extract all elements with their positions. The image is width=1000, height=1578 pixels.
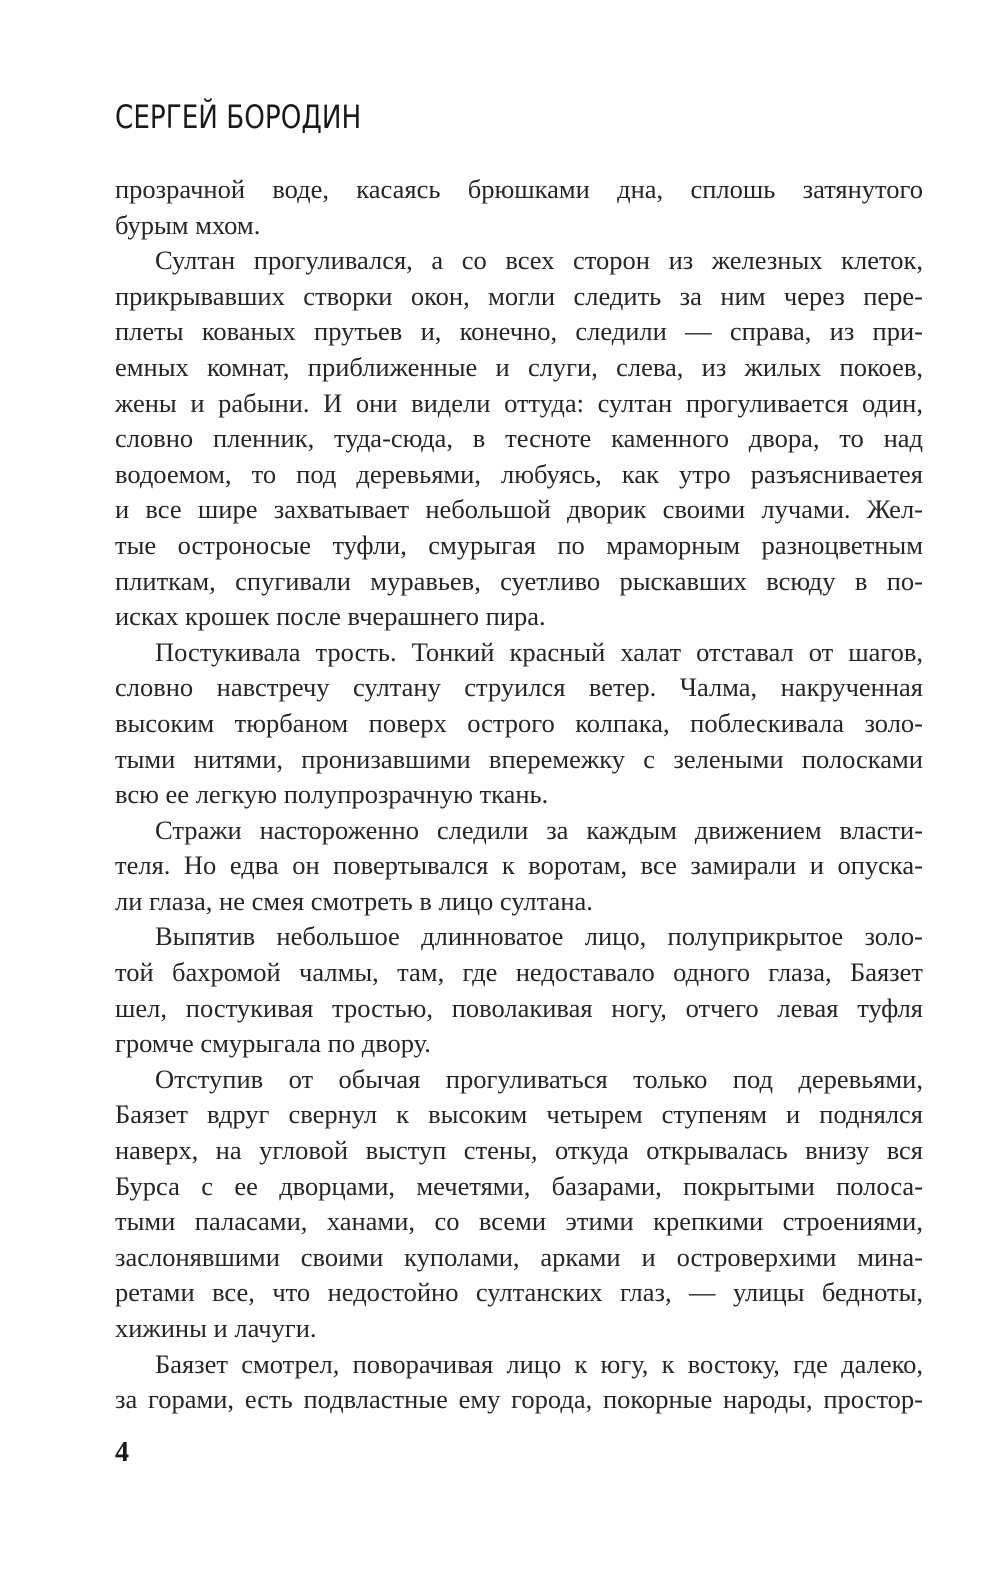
text-line: теля. Но едва он повертывался к воротам, все замирали и опуска- (115, 850, 923, 881)
text-line: Отступив от обычая прогуливаться только под деревьями, (155, 1063, 923, 1094)
text-line: всю ее легкую полупрозрачную ткань. (115, 779, 549, 810)
text-line: Султан прогуливался, а со всех сторон из железных клеток, (155, 245, 923, 276)
text-line: тыми нитями, пронизавшими вперемежку с зелеными полосками (115, 743, 923, 774)
text-line: исках крошек после вчерашнего пира. (115, 601, 546, 632)
text-line: Баязет вдруг свернул к высоким четырем ступеням и поднялся (115, 1099, 923, 1130)
text-line: плеты кованых прутьев и, конечно, следили — справа, из при- (115, 316, 923, 347)
paragraph (115, 1062, 923, 1347)
text-line: и все шире захватывает небольшой дворик своими лучами. Жел- (115, 494, 923, 525)
text-line: заслонявшими своими куполами, арками и островерхими мина- (115, 1241, 923, 1272)
text-line: плиткам, спугивали муравьев, суетливо рыскавших всюду в по- (115, 565, 923, 596)
text-line: прикрывавших створки окон, могли следить за ним через пере- (115, 280, 923, 311)
text-line: тыми паласами, ханами, со всеми этими крепкими строениями, (115, 1206, 923, 1237)
text-line: емных комнат, приближенные и слуги, слева, из жилых покоев, (115, 351, 923, 382)
paragraph (115, 1347, 923, 1418)
text-line: бурым мхом. (115, 209, 261, 240)
text-line: Выпятив небольшое длинноватое лицо, полуприкрытое золо- (155, 921, 923, 952)
paragraph (115, 243, 923, 635)
text-line: за горами, есть подвластные ему города, покорные народы, простор- (115, 1384, 923, 1415)
text-line: водоемом, то под деревьями, любуясь, как утро разъясниваетея (115, 458, 923, 489)
text-line: словно навстречу султану струился ветер. Чалма, накрученная (115, 672, 923, 703)
text-line: тые остроносые туфли, смурыгая по мраморным разноцветным (115, 529, 923, 560)
paragraph (115, 919, 923, 1061)
page-number: 4 (115, 1437, 129, 1468)
text-line: жены и рабыни. И они видели оттуда: султан прогуливается один, (115, 387, 923, 418)
text-line: Стражи настороженно следили за каждым движением власти- (155, 814, 923, 845)
text-line: той бахромой чалмы, там, где недоставало одного глаза, Баязет (115, 957, 923, 988)
paragraph (115, 813, 923, 920)
text-line: Бурса с ее дворцами, мечетями, базарами, покрытыми полоса- (115, 1170, 923, 1201)
paragraph (115, 635, 923, 813)
body-text (115, 172, 923, 1418)
text-line: шел, постукивая тростью, поволакивая ногу, отчего левая туфля (115, 992, 923, 1023)
paragraph (115, 172, 923, 243)
text-line: ли глаза, не смея смотреть в лицо султана. (115, 885, 593, 916)
text-line: прозрачной воде, касаясь брюшками дна, сплошь затянутого (115, 174, 923, 204)
text-line: словно пленник, туда-сюда, в тесноте каменного двора, то над (115, 423, 923, 454)
running-head-author: СЕРГЕЙ БОРОДИН (115, 98, 362, 136)
text-line: ретами все, что недостойно султанских глаз, — улицы бедноты, (115, 1277, 923, 1308)
text-line: высоким тюрбаном поверх острого колпака, поблескивала золо- (115, 707, 923, 738)
text-line: Баязет смотрел, поворачивая лицо к югу, к востоку, где далеко, (155, 1348, 923, 1379)
text-line: наверх, на угловой выступ стены, откуда открывалась внизу вся (115, 1135, 923, 1166)
text-line: хижины и лачуги. (115, 1313, 317, 1343)
text-line: Постукивала трость. Тонкий красный халат отставал от шагов, (155, 636, 923, 667)
text-line: громче смурыгала по двору. (115, 1028, 431, 1059)
